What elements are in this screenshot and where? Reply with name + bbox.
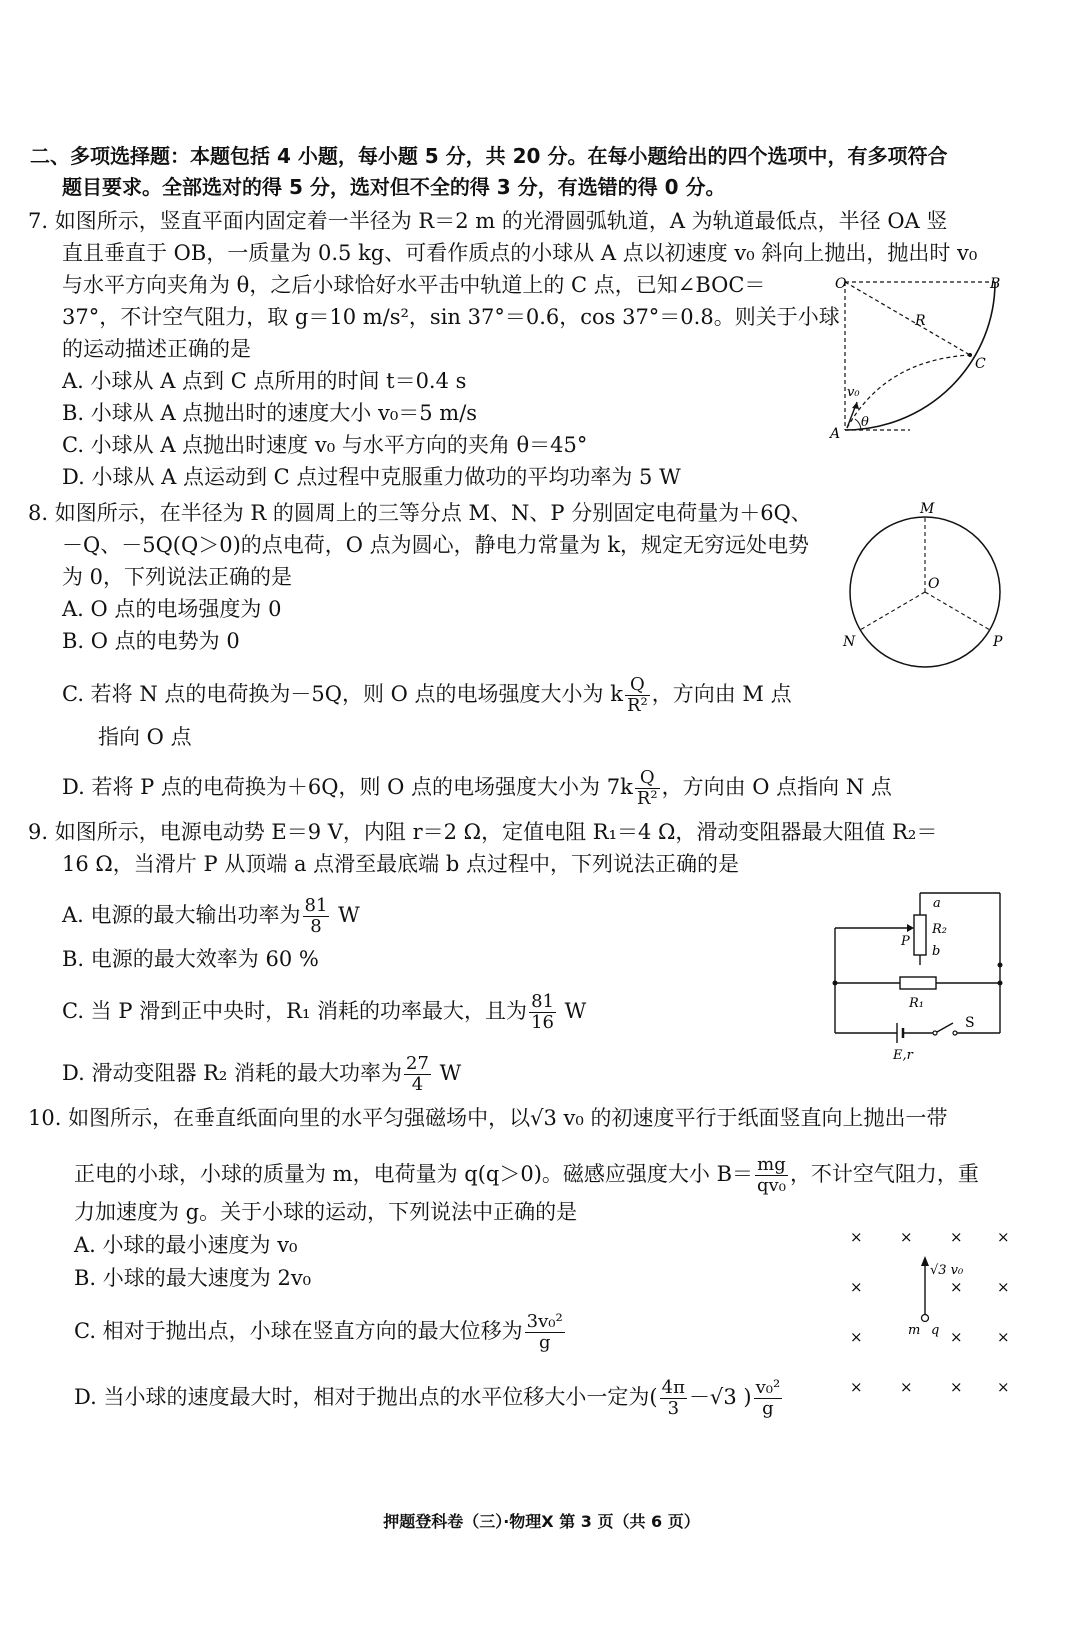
magnetic-field-cross-grid — [850, 1228, 1010, 1396]
q10-line2 — [74, 1155, 979, 1196]
field-cross-mark: × — [997, 1278, 1010, 1296]
q7-option-a: A. 小球从 A 点到 C 点所用的时间 t＝0.4 s — [62, 369, 467, 393]
q8-c-numerator: Q — [625, 675, 650, 696]
q10-line1-velocity: √3 v₀ — [530, 1106, 584, 1130]
q9-option-c — [62, 992, 586, 1033]
field-cross-mark: × — [850, 1228, 863, 1246]
q8-option-a: A. O 点的电场强度为 0 — [62, 597, 282, 621]
q10-option-d — [74, 1378, 784, 1419]
q8-option-b: B. O 点的电势为 0 — [62, 629, 240, 653]
q9-c-numerator: 81 — [531, 991, 554, 1012]
q9-option-d-text: D. 滑动变阻器 R₂ 消耗的最大功率为 — [62, 1061, 403, 1085]
q9-option-a-fraction — [303, 896, 330, 937]
q8-option-c — [62, 675, 792, 716]
q10-d-denominator1: 3 — [667, 1398, 680, 1419]
q8-option-d — [62, 768, 892, 809]
field-cross-mark: × — [950, 1278, 963, 1296]
q10-option-a: A. 小球的最小速度为 v₀ — [74, 1233, 298, 1257]
q9-option-c-text: C. 当 P 滑到正中央时，R₁ 消耗的功率最大，且为 — [62, 999, 528, 1023]
q8-option-c-text: C. 若将 N 点的电荷换为－5Q，则 O 点的电场强度大小为 k — [62, 682, 623, 706]
q8-label-n: N — [843, 634, 856, 650]
q8-circle-charges-figure — [835, 500, 1015, 680]
q9-d-numerator: 27 — [406, 1053, 429, 1074]
q8-line2: －Q、－5Q(Q＞0)的点电荷，O 点为圆心，静电力常量为 k，规定无穷远处电势 — [62, 533, 810, 557]
q9-label-b: b — [932, 944, 941, 959]
q8-option-d-tail: ，方向由 O 点指向 N 点 — [661, 775, 892, 799]
q10-b-denominator: qv₀ — [757, 1175, 786, 1196]
q9-option-c-fraction — [529, 992, 556, 1033]
q10-option-c — [74, 1312, 567, 1353]
q9-option-d — [62, 1054, 461, 1095]
q10-option-b: B. 小球的最大速度为 2v₀ — [74, 1266, 312, 1290]
section-title-line1: 二、多项选择题：本题包括 4 小题，每小题 5 分，共 20 分。在每小题给出的四个选项中，有多项符合 — [30, 144, 948, 168]
q9-label-r1: R₁ — [909, 996, 924, 1011]
q10-line1-tail: 的初速度平行于纸面竖直向上抛出一带 — [583, 1106, 948, 1130]
q7-label-r: R — [915, 313, 926, 329]
q9-label-p: P — [901, 934, 910, 949]
q10-d-denominator2: g — [762, 1398, 774, 1419]
q7-line2: 直且垂直于 OB，一质量为 0.5 kg、可看作质点的小球从 A 点以初速度 v₀ 斜向上抛出，抛出时 v₀ — [62, 241, 978, 265]
q10-option-d-text: D. 当小球的速度最大时，相对于抛出点的水平位移大小一定为( — [74, 1385, 658, 1409]
q8-d-numerator: Q — [635, 768, 660, 789]
q10-d-numerator2: v₀² — [755, 1377, 781, 1398]
q8-option-d-text: D. 若将 P 点的电荷换为＋6Q，则 O 点的电场强度大小为 7k — [62, 775, 633, 799]
q7-line4: 37°，不计空气阻力，取 g＝10 m/s²，sin 37°＝0.6，cos 37°＝0.8。则关于小球 — [62, 305, 840, 329]
page-footer: 押题登科卷（三）·物理X 第 3 页（共 6 页） — [383, 1512, 700, 1531]
q7-label-b: B — [990, 276, 1001, 292]
q8-option-c-line2: 指向 O 点 — [98, 725, 192, 749]
q9-line2: 16 Ω，当滑片 P 从顶端 a 点滑至最底端 b 点过程中，下列说法正确的是 — [62, 852, 739, 876]
section-title-line2: 题目要求。全部选对的得 5 分，选对但不全的得 3 分，有选错的得 0 分。 — [62, 175, 726, 199]
q9-a-denominator: 8 — [310, 916, 322, 937]
q7-option-b: B. 小球从 A 点抛出时的速度大小 v₀＝5 m/s — [62, 401, 478, 425]
field-cross-mark: × — [900, 1378, 913, 1396]
q9-option-c-tail: W — [557, 999, 587, 1023]
q10-c-denominator: g — [538, 1332, 551, 1353]
q10-label-velocity: √3 v₀ — [930, 1263, 964, 1278]
q8-label-o: O — [928, 576, 940, 592]
q8-option-c-tail: ，方向由 M 点 — [651, 682, 792, 706]
q9-d-denominator: 4 — [411, 1074, 424, 1095]
field-cross-mark: × — [997, 1378, 1010, 1396]
q7-line5: 的运动描述正确的是 — [62, 337, 251, 361]
field-cross-mark: × — [997, 1228, 1010, 1246]
q9-option-d-tail: W — [432, 1061, 462, 1085]
q9-label-r2: R₂ — [932, 922, 947, 937]
q7-line1: 7. 如图所示，竖直平面内固定着一半径为 R＝2 m 的光滑圆弧轨道，A 为轨道最低点，半径 OA 竖 — [28, 209, 948, 233]
field-cross-mark: × — [950, 1328, 963, 1346]
q7-label-theta: θ — [861, 415, 869, 430]
field-cross-mark: × — [950, 1228, 963, 1246]
q7-label-c: C — [975, 356, 986, 372]
q9-label-s: S — [965, 1015, 975, 1031]
q9-a-numerator: 81 — [304, 895, 328, 916]
q10-label-q: q — [931, 1323, 940, 1338]
q7-line3: 与水平方向夹角为 θ，之后小球恰好水平击中轨道上的 C 点，已知∠BOC＝ — [62, 273, 766, 297]
field-cross-mark: × — [950, 1378, 963, 1396]
q7-label-a: A — [830, 426, 841, 442]
q8-line3: 为 0，下列说法正确的是 — [62, 565, 293, 589]
q10-option-c-text: C. 相对于抛出点，小球在竖直方向的最大位移为 — [74, 1319, 523, 1343]
q8-label-m: M — [920, 501, 935, 517]
q10-c-numerator: 3v₀² — [526, 1311, 563, 1332]
field-cross-mark: × — [850, 1378, 863, 1396]
q9-label-a: a — [933, 896, 941, 911]
q10-magnetic-field-figure — [835, 1222, 1015, 1402]
q10-line2-fraction — [755, 1155, 788, 1196]
q9-circuit-figure — [825, 885, 1010, 1065]
q10-line1-text: 10. 如图所示，在垂直纸面向里的水平匀强磁场中，以 — [28, 1106, 531, 1130]
q10-line1 — [28, 1104, 947, 1132]
q7-arc-track-figure — [825, 270, 1010, 450]
q10-label-m: m — [908, 1323, 921, 1338]
field-cross-mark: × — [997, 1328, 1010, 1346]
q7-option-d: D. 小球从 A 点运动到 C 点过程中克服重力做功的平均功率为 5 W — [62, 465, 681, 489]
q9-option-a — [62, 896, 360, 937]
q9-label-er: E,r — [893, 1048, 913, 1063]
q8-option-c-fraction — [625, 675, 650, 716]
q7-label-v0: v₀ — [847, 385, 860, 400]
field-cross-mark: × — [850, 1278, 863, 1296]
q7-option-c: C. 小球从 A 点抛出时速度 v₀ 与水平方向的夹角 θ＝45° — [62, 433, 588, 457]
q9-line1: 9. 如图所示，电源电动势 E＝9 V，内阻 r＝2 Ω，定值电阻 R₁＝4 Ω，滑动变阻器最大阻值 R₂＝ — [28, 820, 938, 844]
q10-line2-text: 正电的小球，小球的质量为 m，电荷量为 q(q＞0)。磁感应强度大小 B＝ — [74, 1162, 754, 1186]
q10-b-numerator: mg — [755, 1155, 788, 1176]
field-cross-mark: × — [850, 1328, 863, 1346]
q8-d-denominator: R² — [636, 788, 658, 809]
q9-option-d-fraction — [404, 1054, 431, 1095]
q10-line2-tail: ，不计空气阻力，重 — [789, 1162, 979, 1186]
q8-c-denominator: R² — [626, 695, 648, 716]
q10-line3: 力加速度为 g。关于小球的运动，下列说法中正确的是 — [74, 1200, 578, 1224]
q10-option-d-mid: －√3 ) — [688, 1385, 752, 1409]
q9-option-b: B. 电源的最大效率为 60 % — [62, 947, 319, 971]
q10-option-d-fraction2 — [754, 1378, 783, 1419]
q10-d-numerator1: 4π — [661, 1377, 685, 1398]
q8-option-d-fraction — [635, 768, 660, 809]
q9-c-denominator: 16 — [531, 1012, 554, 1033]
q9-option-a-tail: W — [331, 903, 360, 927]
q8-label-p: P — [993, 634, 1003, 650]
q8-line1: 8. 如图所示，在半径为 R 的圆周上的三等分点 M、N、P 分别固定电荷量为＋6Q、 — [28, 501, 812, 525]
q10-option-d-fraction1 — [660, 1378, 687, 1419]
q10-option-c-fraction — [525, 1312, 565, 1353]
q9-option-a-text: A. 电源的最大输出功率为 — [62, 903, 301, 927]
q7-label-o: O — [835, 276, 847, 292]
field-cross-mark: × — [900, 1228, 913, 1246]
